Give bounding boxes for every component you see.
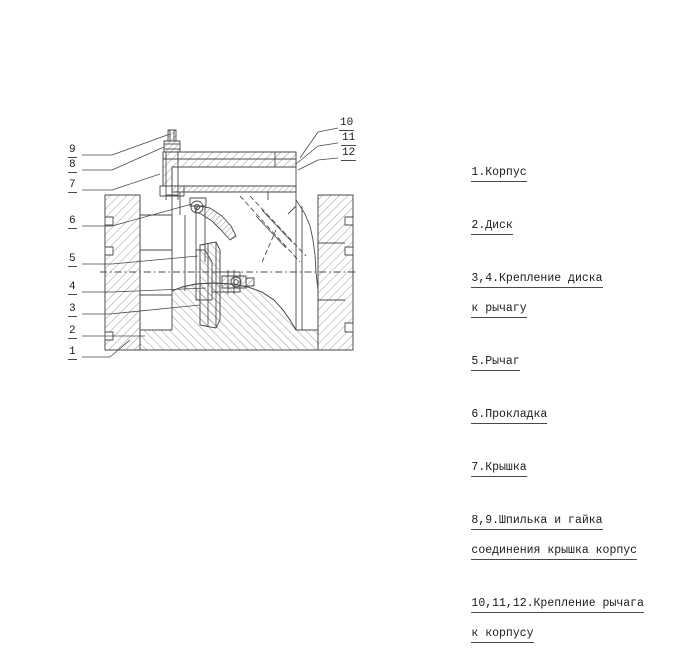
legend-item-3 — [430, 258, 680, 332]
legend-item-1 — [430, 152, 680, 196]
legend-item-2 — [430, 205, 680, 249]
legend-item-8-line-1: 8,9.Шпилька и гайка — [471, 514, 602, 530]
callout-8: 8 — [69, 159, 76, 171]
legend-item-10-line-2: к корпусу — [471, 627, 533, 643]
legend-item-3-line-2: к рычагу — [471, 302, 526, 318]
callout-10: 10 — [340, 117, 354, 129]
callout-5: 5 — [69, 253, 76, 265]
legend-item-3-line-1: 3,4.Крепление диска — [471, 272, 602, 288]
legend-item-8-line-2: соединения крышка корпус — [471, 544, 637, 560]
callout-6: 6 — [69, 215, 76, 227]
legend-item-7-line-1: 7.Крышка — [471, 461, 526, 477]
legend-item-5 — [430, 341, 680, 385]
legend-item-8 — [430, 500, 680, 574]
callout-3: 3 — [69, 303, 76, 315]
legend-item-10-line-1: 10,11,12.Крепление рычага — [471, 597, 644, 613]
callout-7: 7 — [69, 179, 76, 191]
callout-11: 11 — [342, 132, 356, 144]
legend-item-2-line-1: 2.Диск — [471, 219, 512, 235]
legend-item-10 — [430, 583, 680, 657]
legend-list — [430, 152, 680, 666]
callout-9: 9 — [69, 144, 76, 156]
legend-item-1-line-1: 1.Корпус — [471, 166, 526, 182]
callout-4: 4 — [69, 281, 76, 293]
legend-item-5-line-1: 5.Рычаг — [471, 355, 519, 371]
legend-item-6 — [430, 394, 680, 438]
callout-1: 1 — [69, 346, 76, 358]
callout-2: 2 — [69, 325, 76, 337]
legend-item-6-line-1: 6.Прокладка — [471, 408, 547, 424]
callout-12: 12 — [342, 147, 356, 159]
legend-item-7 — [430, 447, 680, 491]
